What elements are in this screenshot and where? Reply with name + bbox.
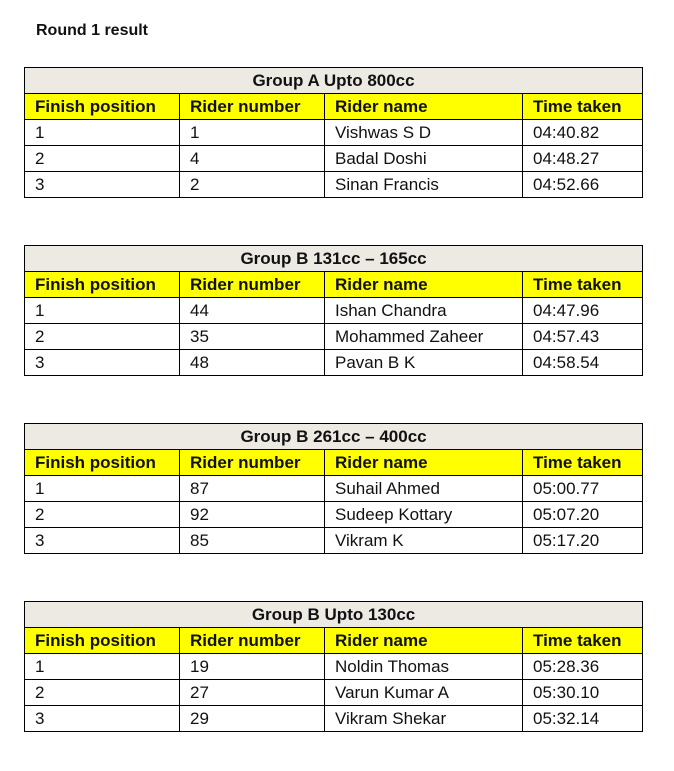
finish-position-cell: 3 xyxy=(25,528,180,554)
column-header-time-taken: Time taken xyxy=(523,272,643,298)
column-header-finish-position: Finish position xyxy=(25,628,180,654)
time-taken-cell: 04:48.27 xyxy=(523,146,643,172)
finish-position-cell: 1 xyxy=(25,298,180,324)
rider-number-cell: 27 xyxy=(180,680,325,706)
rider-name-cell: Vikram Shekar xyxy=(325,706,523,732)
table-row xyxy=(25,476,643,502)
rider-name-cell: Sinan Francis xyxy=(325,172,523,198)
column-header-rider-number: Rider number xyxy=(180,94,325,120)
column-header-rider-name: Rider name xyxy=(325,628,523,654)
rider-name-cell: Ishan Chandra xyxy=(325,298,523,324)
rider-name-cell: Vishwas S D xyxy=(325,120,523,146)
results-table-group-a-upto-800cc xyxy=(24,67,643,198)
time-taken-cell: 05:00.77 xyxy=(523,476,643,502)
rider-number-cell: 4 xyxy=(180,146,325,172)
time-taken-cell: 05:32.14 xyxy=(523,706,643,732)
rider-name-cell: Suhail Ahmed xyxy=(325,476,523,502)
table-row xyxy=(25,680,643,706)
group-title: Group B 131cc – 165cc xyxy=(25,246,643,272)
column-header-rider-number: Rider number xyxy=(180,628,325,654)
rider-name-cell: Mohammed Zaheer xyxy=(325,324,523,350)
column-header-time-taken: Time taken xyxy=(523,94,643,120)
finish-position-cell: 3 xyxy=(25,706,180,732)
column-header-rider-name: Rider name xyxy=(325,94,523,120)
group-title: Group A Upto 800cc xyxy=(25,68,643,94)
table-row xyxy=(25,502,643,528)
rider-name-cell: Pavan B K xyxy=(325,350,523,376)
column-header-finish-position: Finish position xyxy=(25,94,180,120)
rider-number-cell: 48 xyxy=(180,350,325,376)
results-table-group-b-131-165cc xyxy=(24,245,643,376)
rider-number-cell: 35 xyxy=(180,324,325,350)
rider-name-cell: Vikram K xyxy=(325,528,523,554)
table-title-row xyxy=(25,246,643,272)
column-header-finish-position: Finish position xyxy=(25,272,180,298)
finish-position-cell: 3 xyxy=(25,350,180,376)
finish-position-cell: 1 xyxy=(25,120,180,146)
rider-number-cell: 44 xyxy=(180,298,325,324)
column-header-row xyxy=(25,450,643,476)
time-taken-cell: 04:40.82 xyxy=(523,120,643,146)
column-header-finish-position: Finish position xyxy=(25,450,180,476)
table-row xyxy=(25,120,643,146)
group-title: Group B Upto 130cc xyxy=(25,602,643,628)
time-taken-cell: 04:57.43 xyxy=(523,324,643,350)
finish-position-cell: 3 xyxy=(25,172,180,198)
finish-position-cell: 2 xyxy=(25,502,180,528)
column-header-row xyxy=(25,272,643,298)
rider-name-cell: Badal Doshi xyxy=(325,146,523,172)
rider-number-cell: 92 xyxy=(180,502,325,528)
column-header-rider-number: Rider number xyxy=(180,272,325,298)
column-header-rider-name: Rider name xyxy=(325,450,523,476)
column-header-time-taken: Time taken xyxy=(523,450,643,476)
time-taken-cell: 04:47.96 xyxy=(523,298,643,324)
rider-number-cell: 29 xyxy=(180,706,325,732)
rider-number-cell: 19 xyxy=(180,654,325,680)
table-row xyxy=(25,146,643,172)
time-taken-cell: 04:58.54 xyxy=(523,350,643,376)
column-header-row xyxy=(25,94,643,120)
time-taken-cell: 05:07.20 xyxy=(523,502,643,528)
table-row xyxy=(25,350,643,376)
rider-name-cell: Noldin Thomas xyxy=(325,654,523,680)
table-row xyxy=(25,654,643,680)
finish-position-cell: 2 xyxy=(25,146,180,172)
table-row xyxy=(25,172,643,198)
rider-number-cell: 2 xyxy=(180,172,325,198)
column-header-rider-name: Rider name xyxy=(325,272,523,298)
table-title-row xyxy=(25,602,643,628)
rider-name-cell: Varun Kumar A xyxy=(325,680,523,706)
group-title: Group B 261cc – 400cc xyxy=(25,424,643,450)
table-title-row xyxy=(25,424,643,450)
finish-position-cell: 2 xyxy=(25,324,180,350)
rider-number-cell: 1 xyxy=(180,120,325,146)
time-taken-cell: 05:28.36 xyxy=(523,654,643,680)
rider-number-cell: 85 xyxy=(180,528,325,554)
table-row xyxy=(25,706,643,732)
table-title-row xyxy=(25,68,643,94)
column-header-time-taken: Time taken xyxy=(523,628,643,654)
table-row xyxy=(25,298,643,324)
column-header-rider-number: Rider number xyxy=(180,450,325,476)
time-taken-cell: 05:17.20 xyxy=(523,528,643,554)
column-header-row xyxy=(25,628,643,654)
rider-number-cell: 87 xyxy=(180,476,325,502)
rider-name-cell: Sudeep Kottary xyxy=(325,502,523,528)
page-title: Round 1 result xyxy=(36,22,149,39)
results-table-group-b-upto-130cc xyxy=(24,601,643,732)
table-row xyxy=(25,528,643,554)
time-taken-cell: 05:30.10 xyxy=(523,680,643,706)
finish-position-cell: 1 xyxy=(25,476,180,502)
finish-position-cell: 1 xyxy=(25,654,180,680)
time-taken-cell: 04:52.66 xyxy=(523,172,643,198)
results-table-group-b-261-400cc xyxy=(24,423,643,554)
finish-position-cell: 2 xyxy=(25,680,180,706)
table-row xyxy=(25,324,643,350)
